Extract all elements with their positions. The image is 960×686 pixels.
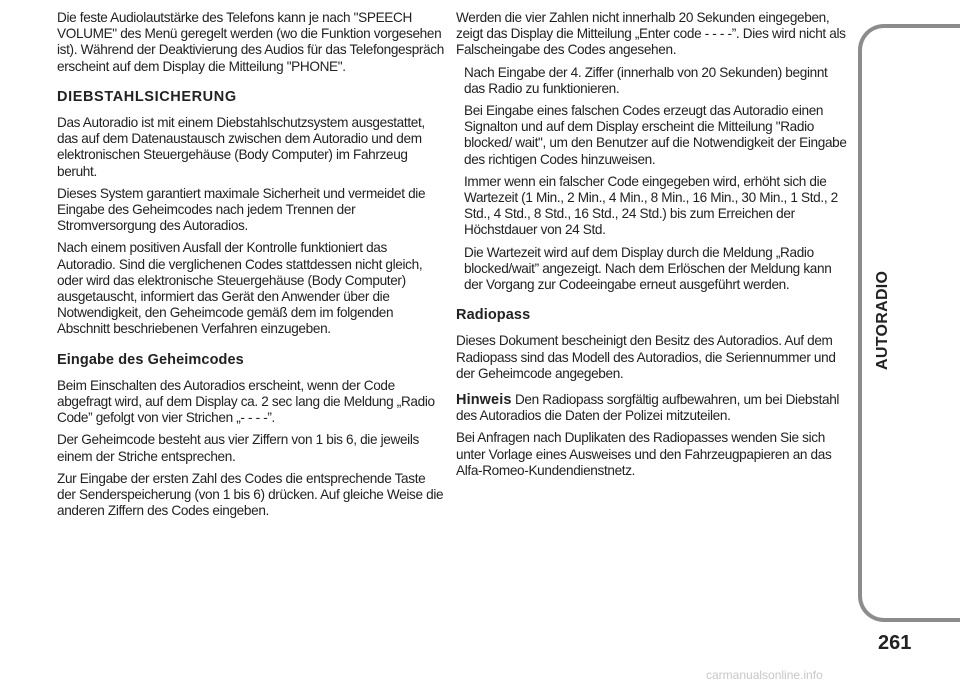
right-paragraph-3: Bei Eingabe eines falschen Codes erzeugt das Autoradio einen Signalton und auf dem Display erscheint die Mitteilung "Radio blocked/ wait", um den Benutzer auf die Notwendigkeit der Eingabe des richtigen Codes hinzuweisen. <box>464 103 847 167</box>
page-number: 261 <box>878 632 912 654</box>
radiopass-paragraph: Dieses Dokument bescheinigt den Besitz des Autoradios. Auf dem Radiopass sind das Modell des Autoradios, die Seriennummer und der Geheimcode angegeben. <box>456 333 836 381</box>
diebstahl-paragraph-1: Das Autoradio ist mit einem Diebstahlschutzsystem ausgestattet, das auf dem Datenaustausch zwischen dem Autoradio und dem elektronischen Steuergehäuse (Body Computer) im Fahrzeug beruht. <box>57 115 425 179</box>
intro-paragraph: Die feste Audiolautstärke des Telefons kann je nach "SPEECH VOLUME" des Menü geregelt werden (wo die Funktion vorgesehen ist). Während der Deaktivierung des Audios für das Telefongespräch erscheint auf dem Display die Mitteilung "PHONE". <box>57 10 444 74</box>
duplicate-request-paragraph: Bei Anfragen nach Duplikaten des Radiopasses wenden Sie sich unter Vorlage eines Ausweises und den Fahrzeugpapieren an das Alfa-Romeo-Kundendienstnetz. <box>456 430 832 478</box>
heading-radiopass: Radiopass <box>456 307 531 324</box>
heading-eingabe-geheimcode: Eingabe des Geheimcodes <box>57 351 244 368</box>
eingabe-paragraph-1: Beim Einschalten des Autoradios erscheint, wenn der Code abgefragt wird, auf dem Display ca. 2 sec lang die Meldung „Radio Code” gefolgt von vier Strichen „- - - -”. <box>57 377 435 426</box>
right-column <box>456 10 848 485</box>
watermark: carmanualsonline.info <box>706 668 823 682</box>
left-column <box>57 10 445 525</box>
eingabe-paragraph-2: Der Geheimcode besteht aus vier Ziffern von 1 bis 6, die jeweils einem der Striche entsprechen. <box>57 432 419 464</box>
right-paragraph-5: Die Wartezeit wird auf dem Display durch die Meldung „Radio blocked/wait” angezeigt. Nach dem Erlöschen der Meldung kann der Vorgang zur Codeeingabe erneut ausgeführt werden. <box>464 244 832 293</box>
eingabe-paragraph-3: Zur Eingabe der ersten Zahl des Codes die entsprechende Taste der Senderspeicherung (von 1 bis 6) drücken. Auf gleiche Weise die anderen Ziffern des Codes eingeben. <box>57 470 444 519</box>
diebstahl-paragraph-3: Nach einem positiven Ausfall der Kontrolle funktioniert das Autoradio. Sind die verglichenen Codes stattdessen nicht gleich, oder wird das elektronische Steuergehäuse (Body Computer) ausgetauscht, informiert das Gerät den Anwender über die Notwendigkeit, den Geheimcode gemäß dem im folgenden Abschnitt beschriebenen Verfahren einzugeben. <box>57 240 423 337</box>
hinweis-note <box>456 392 848 424</box>
chapter-label: AUTORADIO <box>874 270 891 370</box>
right-paragraph-4: Immer wenn ein falscher Code eingegeben wird, erhöht sich die Wartezeit (1 Min., 2 Min., 4 Min., 8 Min., 16 Min., 30 Min., 1 Std., 2 Std., 4 Std., 8 Std., 16 Std., 24 Std.) bis zum Erreichen der Höchstdauer von 24 Std. <box>464 173 838 238</box>
heading-diebstahlsicherung: DIEBSTAHLSICHERUNG <box>57 88 237 105</box>
right-paragraph-1: Werden die vier Zahlen nicht innerhalb 20 Sekunden eingegeben, zeigt das Display die Mitteilung „Enter code - - - -”. Dies wird nicht als Falscheingabe des Codes angesehen. <box>456 10 846 58</box>
hinweis-label: Hinweis <box>456 392 512 409</box>
hinweis-text: Den Radiopass sorgfältig aufbewahren, um bei Diebstahl des Autoradios die Daten der Polizei mitzuteilen. <box>456 392 840 424</box>
diebstahl-paragraph-2: Dieses System garantiert maximale Sicherheit und vermeidet die Eingabe des Geheimcodes nach jedem Trennen der Stromversorgung des Autoradios. <box>57 185 426 234</box>
right-paragraph-2: Nach Eingabe der 4. Ziffer (innerhalb von 20 Sekunden) beginnt das Radio zu funktionieren. <box>464 64 828 96</box>
